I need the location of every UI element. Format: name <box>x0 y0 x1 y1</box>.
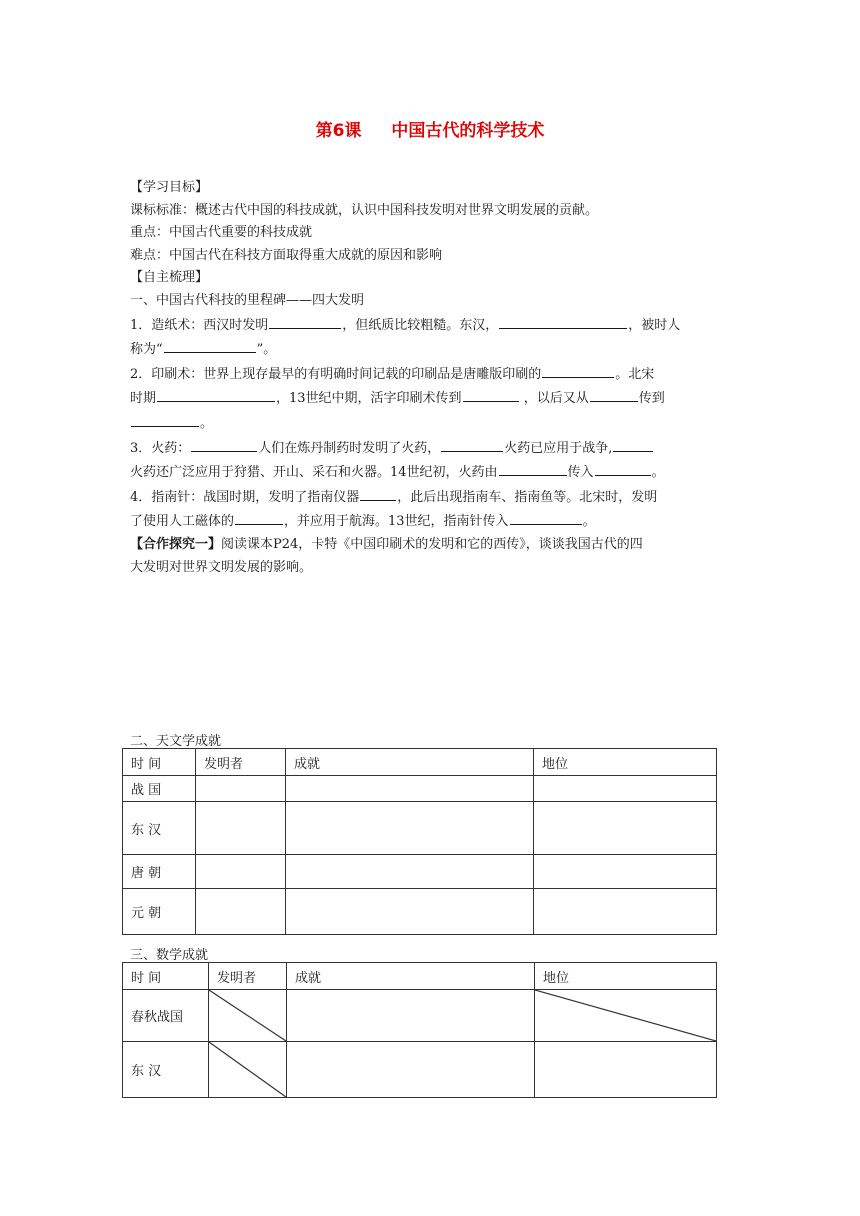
header-status: 地位 <box>535 963 717 990</box>
papermaking-line-2: 称为“ ”。 <box>130 337 733 362</box>
diagonal-slash <box>535 990 716 1041</box>
lesson-number: 第6课 <box>315 121 362 141</box>
status-cell[interactable] <box>535 1042 717 1098</box>
blank-field[interactable] <box>595 460 651 476</box>
math-heading: 三、数学成就 <box>130 948 209 963</box>
blank-field[interactable] <box>157 386 275 402</box>
row-period: 东 汉 <box>123 802 196 855</box>
table-row <box>123 802 717 855</box>
header-inventor: 发明者 <box>209 963 287 990</box>
blank-field[interactable] <box>269 313 341 329</box>
status-cell[interactable] <box>534 776 717 802</box>
table-row <box>123 990 717 1042</box>
gunpowder-line-1: 3．火药： 人们在炼丹制药时发明了火药， 火药已应用于战争, <box>130 436 733 461</box>
blank-field[interactable] <box>510 509 582 525</box>
inventor-cell[interactable] <box>196 802 286 855</box>
table-header-row <box>123 749 717 776</box>
section1-heading: 一、中国古代科技的里程碑——四大发明 <box>130 292 365 308</box>
achievement-cell[interactable] <box>286 776 534 802</box>
header-time: 时 间 <box>123 963 209 990</box>
blank-field[interactable] <box>441 436 503 452</box>
inventor-cell-slashed <box>209 1042 287 1098</box>
cooperative-inquiry-line-1: 【合作探究一】阅读课本P24，卡特《中国印刷术的发明和它的西传》，谈谈我国古代的四 <box>130 536 643 552</box>
goal-header: 【学习目标】 <box>130 180 209 195</box>
printing-line-1: 2．印刷术：世界上现存最早的有明确时间记载的印刷品是唐雕版印刷的 。北宋 <box>130 362 733 387</box>
printing-line-3: 。 <box>130 411 733 436</box>
compass-line-1: 4．指南针：战国时期，发明了指南仪器 ，此后出现指南车、指南鱼等。北宋时，发明 <box>130 485 733 510</box>
blank-field[interactable] <box>131 411 199 427</box>
gunpowder-line-2: 火药还广泛应用于狩猎、开山、采石和火器。14世纪初，火药由 传入 。 <box>130 460 733 485</box>
row-period: 战 国 <box>123 776 196 802</box>
diagonal-slash <box>209 990 286 1041</box>
blank-field[interactable] <box>164 337 256 353</box>
lesson-title <box>0 116 860 141</box>
header-time: 时 间 <box>123 749 196 776</box>
table-row <box>123 776 717 802</box>
header-achievement: 成就 <box>287 963 535 990</box>
achievement-cell[interactable] <box>286 802 534 855</box>
blank-field[interactable] <box>191 436 257 452</box>
header-status: 地位 <box>534 749 717 776</box>
blank-field[interactable] <box>463 386 519 402</box>
achievement-cell[interactable] <box>287 990 535 1042</box>
table-row <box>123 855 717 889</box>
study-guide <box>130 177 733 579</box>
inventor-cell-slashed <box>209 990 287 1042</box>
blank-field[interactable] <box>360 485 396 501</box>
inventor-cell[interactable] <box>196 855 286 889</box>
blank-field[interactable] <box>499 460 567 476</box>
astronomy-table <box>122 748 717 935</box>
status-cell[interactable] <box>534 855 717 889</box>
table-header-row <box>123 963 717 990</box>
table-row <box>123 889 717 935</box>
blank-field[interactable] <box>499 313 627 329</box>
blank-field[interactable] <box>542 362 614 378</box>
row-period: 东 汉 <box>123 1042 209 1098</box>
papermaking-line-1: 1．造纸术：西汉时发明 ，但纸质比较粗糙。东汉， ，被时人 <box>130 313 733 338</box>
achievement-cell[interactable] <box>286 855 534 889</box>
blank-field[interactable] <box>613 436 653 452</box>
header-inventor: 发明者 <box>196 749 286 776</box>
key-point-line: 重点：中国古代重要的科技成就 <box>130 225 313 241</box>
status-cell-slashed <box>535 990 717 1042</box>
row-period: 元 朝 <box>123 889 196 935</box>
cooperative-inquiry-line-2: 大发明对世界文明发展的影响。 <box>130 559 313 575</box>
inventor-cell[interactable] <box>196 776 286 802</box>
lesson-topic: 中国古代的科学技术 <box>391 121 545 141</box>
astronomy-heading: 二、天文学成就 <box>130 734 222 749</box>
status-cell[interactable] <box>534 802 717 855</box>
blank-field[interactable] <box>235 509 283 525</box>
diagonal-slash <box>209 1042 286 1097</box>
math-table <box>122 962 717 1098</box>
difficulty-line: 难点：中国古代在科技方面取得重大成就的原因和影响 <box>130 247 443 263</box>
printing-line-2: 时期 ，13世纪中期，活字印刷术传到 ，以后又从 传到 <box>130 386 733 411</box>
row-period: 唐 朝 <box>123 855 196 889</box>
standard-line: 课标标准：概述古代中国的科技成就，认识中国科技发明对世界文明发展的贡献。 <box>130 202 599 218</box>
achievement-cell[interactable] <box>286 889 534 935</box>
inventor-cell[interactable] <box>196 889 286 935</box>
achievement-cell[interactable] <box>287 1042 535 1098</box>
row-period: 春秋战国 <box>123 990 209 1042</box>
table-row <box>123 1042 717 1098</box>
self-study-header: 【自主梳理】 <box>130 270 209 286</box>
compass-line-2: 了使用人工磁体的 ，并应用于航海。13世纪，指南针传入 。 <box>130 509 733 534</box>
status-cell[interactable] <box>534 889 717 935</box>
blank-field[interactable] <box>590 386 638 402</box>
header-achievement: 成就 <box>286 749 534 776</box>
